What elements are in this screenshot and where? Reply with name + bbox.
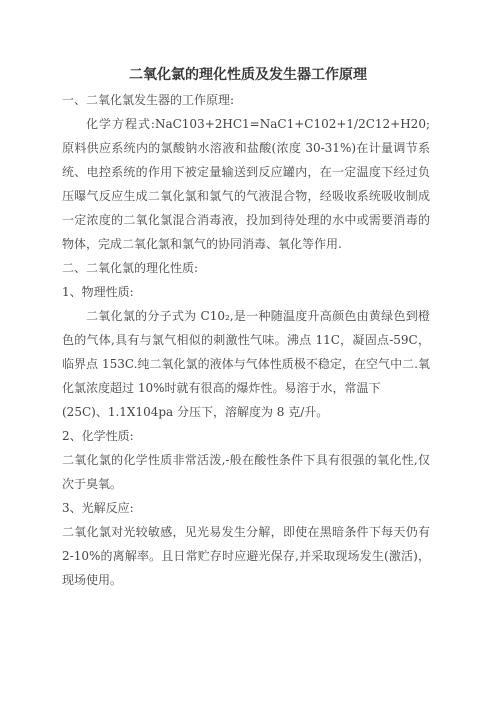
section-heading: 二、二氧化氯的理化性质: [62,261,199,275]
paragraph-photolysis: 二氧化氯对光较敏感，见光易发生分解，即使在黑暗条件下每天仍有 2-10%的离解率。且日常贮存时应避光保存,并采取现场发生(激活)，现场使用。 [62,525,430,587]
section-heading: 一、二氧化氯发生器的工作原理: [62,93,235,107]
paragraph-physical-properties-cont: (25C)、1.1X104pa 分压下，溶解度为 8 克/升。 [62,405,329,419]
subsection-heading: 2、化学性质: [62,429,134,443]
paragraph-chemical-properties: 二氧化氯的化学性质非常活泼,-般在酸性条件下具有很强的氧化性,仅次于臭氧。 [62,453,430,491]
paragraph-working-principle: 化学方程式:NaC103+2HC1=NaC1+C102+1/2C12+H20;原料供应系统内的氯酸钠水溶液和盐酸(浓度 30-31%)在计量调节系统、电控系统的作用下被定量输送到反应罐内，在一定温度下经过负压曝气反应生成二氧化氯和氯气的气液混合物，经吸收系统吸收制成一定浓度的二氧化氯混合消毒液，投加到待处理的水中或需要消毒的物体，完成二氧化氯和氯气的协同消毒、氧化等作用. [62,117,430,251]
document-title: 二氧化氯的理化性质及发生器工作原理 [129,67,367,83]
document-body [62,88,430,592]
subsection-heading: 1、物理性质: [62,285,134,299]
paragraph-physical-properties: 二氧化氯的分子式为 C10₂,是一种随温度升高颜色由黄绿色到橙色的气体,具有与氯气相似的刺激性气味。沸点 11C，凝固点-59C，临界点 153C.纯二氧化氯的液体与气体性质极不稳定，在空气中二.氧化氯浓度超过 10%时就有很高的爆炸性。易溶于水，常温下 [62,309,430,395]
subsection-heading: 3、光解反应: [62,501,134,515]
